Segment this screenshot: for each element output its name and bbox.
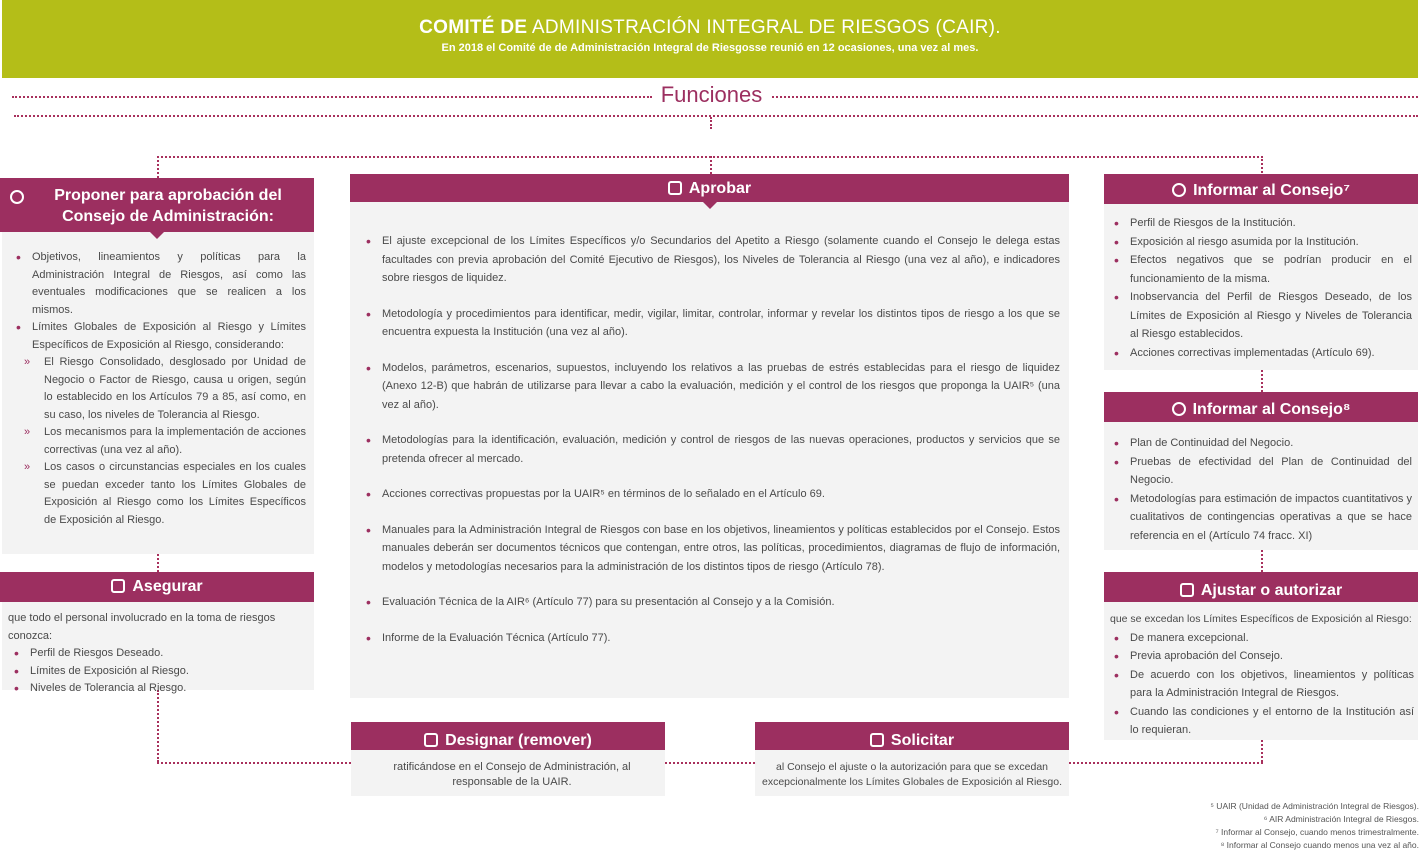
list-item: • Evaluación Técnica de la AIR⁶ (Artículo 77) para su presentación al Consejo y a la Comisión. <box>360 593 1060 612</box>
list-item: • De manera excepcional. <box>1108 629 1414 648</box>
aprobar-title: Aprobar <box>688 180 752 197</box>
list-item: • Efectos negativos que se podrían producir en el funcionamiento de la misma. <box>1108 251 1412 288</box>
list-item: • Acciones correctivas propuestas por la UAIR⁵ en términos de lo señalado en el Artículo 69. <box>360 485 1060 504</box>
designar-banner <box>351 722 665 750</box>
list-item: • Plan de Continuidad del Negocio. <box>1108 434 1412 453</box>
connector <box>157 690 159 762</box>
list-item: • Objetivos, lineamientos y políticas para la Administración Integral de Riesgos, así como las eventuales modificaciones que se realicen a los mismos. <box>10 249 306 319</box>
lock-icon <box>111 579 125 593</box>
list-item: • Exposición al riesgo asumida por la Institución. <box>1108 233 1412 252</box>
asegurar-panel <box>2 572 314 694</box>
list-item: • Inobservancia del Perfil de Riesgos Deseado, de los Límites de Exposición al Riesgo y Niveles de Tolerancia al Riesgo establecidos. <box>1108 288 1412 344</box>
lightbulb-user-icon <box>10 190 24 204</box>
branch-stem <box>157 156 159 178</box>
header-banner <box>2 0 1418 78</box>
ajustar-intro: que se excedan los Límites Específicos de Exposición al Riesgo: <box>1110 613 1412 625</box>
connector <box>1261 740 1263 762</box>
bracket-stem <box>710 117 712 129</box>
list-item: • Informe de la Evaluación Técnica (Artículo 77). <box>360 629 1060 648</box>
list-item: • De acuerdo con los objetivos, lineamientos y políticas para la Administración Integral de Riesgos. <box>1108 666 1414 703</box>
page-title: COMITÉ DE ADMINISTRACIÓN INTEGRAL DE RIESGOS (CAIR). <box>419 17 1001 38</box>
footnote: ⁷ Informar al Consejo, cuando menos trimestralmente. <box>1215 827 1419 837</box>
solicitar-panel <box>755 722 1069 796</box>
proponer-title: Proponer para aprobación del Consejo de Administración: <box>54 187 282 225</box>
users-icon <box>424 733 438 747</box>
asegurar-banner <box>0 572 314 602</box>
list-item: • Manuales para la Administración Integral de Riesgos con base en los objetivos, lineamientos y políticas establecidos por el Consejo. Estos manuales deberán ser documentos técnicos que contengan, entre otros, las políticas, procedimientos, diagramas de flujo de información, modelos y metodologías necesarios para la administración de los distintos tipos de riesgo (Artículo 78). <box>360 521 1060 577</box>
solicitar-title: Solicitar <box>890 732 955 749</box>
proponer-banner <box>0 178 314 232</box>
branch-stem <box>710 156 712 174</box>
proponer-panel <box>2 178 314 554</box>
informar-consejo-2-panel <box>1104 392 1418 550</box>
info-icon <box>1172 402 1186 416</box>
list-item: • El ajuste excepcional de los Límites Específicos y/o Secundarios del Apetito a Riesgo (solamente cuando el Consejo le delega estas facultades con previa aprobación del Comité Ejecutivo de Riesgos), los Niveles de Tolerancia al Riesgo (una vez al año), e indicadores sobre riesgos de liquidez. <box>360 232 1060 288</box>
aprobar-banner <box>350 174 1069 202</box>
informar-consejo-2-banner <box>1104 392 1418 422</box>
list-item: • Cuando las condiciones y el entorno de la Institución así lo requieran. <box>1108 703 1414 740</box>
info-icon <box>1172 183 1186 197</box>
list-item: • Límites de Exposición al Riesgo. <box>8 663 310 681</box>
connector <box>1261 370 1263 392</box>
bottom-connector <box>157 762 351 764</box>
list-item: • Acciones correctivas implementadas (Artículo 69). <box>1108 344 1412 363</box>
list-item: • Metodologías para estimación de impactos cuantitativos y cualitativos de contingencias operativas a que se hace referencia en el (Artículo 74 fracc. XI) <box>1108 490 1412 546</box>
banner-arrow <box>702 201 718 209</box>
footnote: ⁶ AIR Administración Integral de Riesgos. <box>1263 814 1419 824</box>
list-item: • Pruebas de efectividad del Plan de Continuidad del Negocio. <box>1108 453 1412 490</box>
solicitar-banner <box>755 722 1069 750</box>
informar-consejo-2-title: Informar al Consejo⁸ <box>1192 401 1351 418</box>
footnote: ⁵ UAIR (Unidad de Administración Integral de Riesgos). <box>1210 801 1419 811</box>
footnote: ⁸ Informar al Consejo cuando menos una vez al año. <box>1220 840 1419 850</box>
bottom-connector <box>1069 762 1263 764</box>
sub-list-item: » El Riesgo Consolidado, desglosado por Unidad de Negocio o Factor de Riesgo, causa u origen, según lo establecido en los Artículos 79 a 85, así como, en su caso, los niveles de Tolerancia al Riesgo. <box>22 354 306 424</box>
asegurar-title: Asegurar <box>132 578 203 595</box>
list-item: • Modelos, parámetros, escenarios, supuestos, incluyendo los relativos a las pruebas de estrés establecidas para el riesgo de liquidez (Anexo 12-B) que habrán de utilizarse para llevar a cabo la evaluación, medición y el control de los riesgos que proponga la UAIR⁵ (una vez al año). <box>360 359 1060 415</box>
designar-title: Designar (remover) <box>445 732 592 749</box>
banner-arrow <box>149 231 165 239</box>
ajustar-title: Ajustar o autorizar <box>1200 582 1343 599</box>
connector <box>1261 550 1263 572</box>
request-hand-icon <box>870 733 884 747</box>
approve-hand-icon <box>1180 583 1194 597</box>
list-item: • Niveles de Tolerancia al Riesgo. <box>8 680 310 698</box>
informar-consejo-panel <box>1104 174 1418 370</box>
bottom-connector <box>665 762 755 764</box>
approve-hand-icon <box>668 181 682 195</box>
list-item: • Perfil de Riesgos de la Institución. <box>1108 214 1412 233</box>
solicitar-text: al Consejo el ajuste o la autorización para que se excedan excepcionalmente los Límites Globales de Exposición al Riesgo. <box>762 761 1062 788</box>
list-item: • Metodología y procedimientos para identificar, medir, vigilar, limitar, controlar, informar y revelar los distintos tipos de riesgo a los que se encuentra expuesta la Institución (una vez al año). <box>360 305 1060 342</box>
sub-list-item: » Los casos o circunstancias especiales en los cuales se puedan exceder tanto los Límites Globales de Exposición al Riesgo como los Límites Específicos de Exposición al Riesgo. <box>22 459 306 529</box>
ajustar-banner <box>1104 572 1418 602</box>
section-title: Funciones <box>660 82 763 107</box>
list-item: • Perfil de Riesgos Deseado. <box>8 645 310 663</box>
designar-text: ratificándose en el Consejo de Administración, al responsable de la UAIR. <box>393 761 631 788</box>
ajustar-panel <box>1104 572 1418 740</box>
informar-consejo-title: Informar al Consejo⁷ <box>1193 182 1350 199</box>
informar-consejo-banner <box>1104 174 1418 204</box>
list-item: • Límites Globales de Exposición al Riesgo y Límites Específicos de Exposición al Riesgo, considerando: » El Riesgo Consolidado, desglosado por Unidad de Negocio o Factor de Riesgo, causa u origen, según lo establecido en los Artículos 79 a 85, así como, en su caso, los niveles de Tolerancia al Riesgo. » Los mecanismos para la implementación de acciones correctivas (una vez al año). » Los casos o circunstancias especiales en los cuales se puedan exceder tanto los Límites Globales de Exposición al Riesgo como los Límites Específicos de Exposición al Riesgo. <box>10 319 306 529</box>
asegurar-intro: que todo el personal involucrado en la toma de riesgos conozca: <box>8 612 276 642</box>
list-item: • Metodologías para la identificación, evaluación, medición y control de riesgos de las nuevas operaciones, productos y servicios que se pretenda ofrecer al mercado. <box>360 431 1060 468</box>
footnotes <box>1210 800 1419 851</box>
branch-stem <box>1261 156 1263 176</box>
aprobar-panel <box>350 174 1069 698</box>
page-subtitle: En 2018 el Comité de de Administración Integral de Riesgosse reunió en 12 ocasiones, una vez al mes. <box>441 42 979 54</box>
designar-panel <box>351 722 665 796</box>
bracket-lower-line <box>14 115 1418 117</box>
sub-list-item: » Los mecanismos para la implementación de acciones correctivas (una vez al año). <box>22 424 306 459</box>
list-item: • Previa aprobación del Consejo. <box>1108 647 1414 666</box>
